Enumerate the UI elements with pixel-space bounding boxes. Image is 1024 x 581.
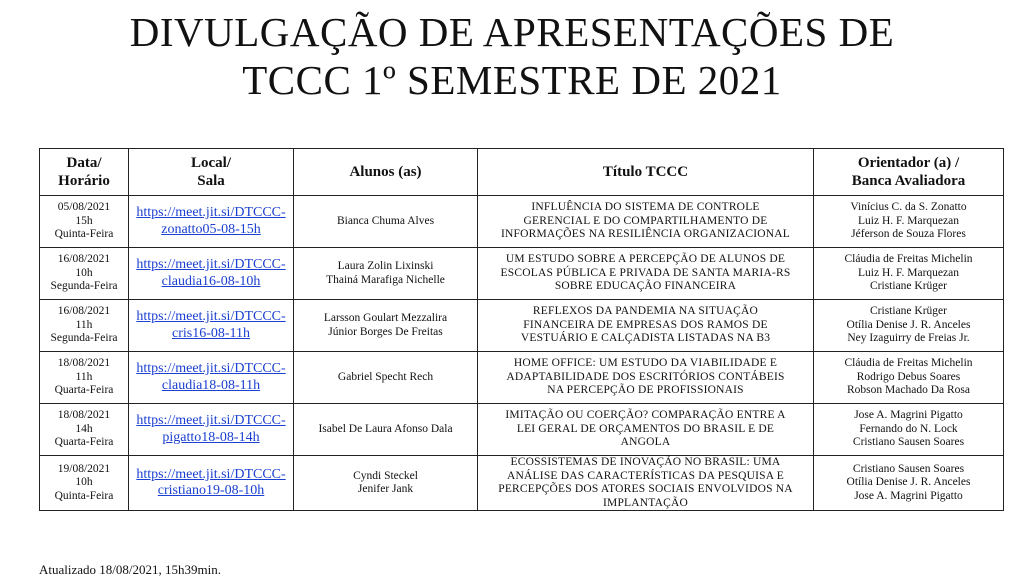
header-students: Alunos (as) (294, 149, 478, 196)
student-name: Isabel De Laura Afonso Dala (318, 422, 453, 435)
examiner-name: Jéferson de Souza Flores (851, 228, 966, 241)
header-thesis-title: Título TCCC (478, 149, 814, 196)
examiner-name: Fernando do N. Lock (859, 422, 958, 435)
date: 16/08/2021 (57, 305, 111, 318)
advisor-name: Cláudia de Freitas Michelin (844, 253, 973, 266)
date: 16/08/2021 (57, 253, 111, 266)
room-cell (129, 196, 294, 248)
examiner-name: Ney Izaguirry de Freias Jr. (847, 332, 970, 345)
advisor-cell (814, 456, 1004, 511)
time: 10h (75, 476, 93, 489)
students-cell (294, 352, 478, 404)
students-cell (294, 456, 478, 511)
student-name: Jenifer Jank (357, 483, 414, 496)
student-name: Laura Zolin Lixinski (337, 259, 434, 272)
date-cell (40, 196, 129, 248)
room-cell (129, 404, 294, 456)
examiner-name: Otília Denise J. R. Anceles (846, 318, 971, 331)
thesis-title-cell: INFLUÊNCIA DO SISTEMA DE CONTROLE GERENCIAL E DO COMPARTILHAMENTO DE INFORMAÇÕES NA RESILIÊNCIA ORGANIZACIONAL (478, 196, 814, 248)
students-cell (294, 300, 478, 352)
date-cell (40, 404, 129, 456)
date-cell (40, 300, 129, 352)
advisor-cell (814, 404, 1004, 456)
student-name: Gabriel Specht Rech (337, 370, 434, 383)
room-cell (129, 248, 294, 300)
meeting-link[interactable]: https://meet.jit.si/DTCCC- pigatto18-08-14h (136, 413, 286, 445)
header-room: Local/ Sala (129, 149, 294, 196)
date: 19/08/2021 (57, 462, 111, 475)
weekday: Quinta-Feira (54, 489, 114, 502)
header-date: Data/ Horário (40, 149, 129, 196)
examiner-name: Luiz H. F. Marquezan (858, 266, 959, 279)
examiner-name: Rodrigo Debus Soares (856, 370, 961, 383)
advisor-cell (814, 300, 1004, 352)
examiner-name: Cristiane Krüger (870, 280, 947, 293)
examiner-name: Jose A. Magrini Pigatto (854, 489, 963, 502)
student-name: Larsson Goulart Mezzalira (323, 311, 448, 324)
meeting-link[interactable]: https://meet.jit.si/DTCCC- cristiano19-08-10h (136, 466, 286, 499)
advisor-name: Cláudia de Freitas Michelin (844, 357, 973, 370)
thesis-title-cell: IMITAÇÃO OU COERÇÃO? COMPARAÇÃO ENTRE A LEI GERAL DE ORÇAMENTOS DO BRASIL E DE ANGOLA (478, 404, 814, 456)
room-cell (129, 352, 294, 404)
table-row (40, 196, 1004, 248)
weekday: Quinta-Feira (54, 228, 114, 241)
student-name: Thainá Marafiga Nichelle (326, 273, 445, 286)
title-line-2: TCCC 1º SEMESTRE DE 2021 (242, 57, 782, 103)
advisor-cell (814, 196, 1004, 248)
time: 14h (75, 422, 93, 435)
table-row (40, 248, 1004, 300)
meeting-link[interactable]: https://meet.jit.si/DTCCC- claudia18-08-11h (136, 361, 286, 393)
meeting-link[interactable]: https://meet.jit.si/DTCCC- claudia16-08-10h (136, 257, 286, 289)
thesis-title-cell: UM ESTUDO SOBRE A PERCEPÇÃO DE ALUNOS DE ESCOLAS PÚBLICA E PRIVADA DE SANTA MARIA-RS SOBRE EDUCAÇÃO FINANCEIRA (478, 248, 814, 300)
updated-note: Atualizado 18/08/2021, 15h39min. (39, 562, 221, 577)
date-cell (40, 456, 129, 511)
schedule-table (39, 148, 1004, 511)
weekday: Quarta-Feira (54, 436, 114, 449)
time: 11h (75, 370, 93, 383)
table-row (40, 352, 1004, 404)
examiner-name: Cristiano Sausen Soares (852, 436, 965, 449)
table-header-row (40, 149, 1004, 196)
time: 15h (75, 214, 93, 227)
examiner-name: Otília Denise J. R. Anceles (846, 476, 971, 489)
students-cell (294, 196, 478, 248)
room-cell (129, 456, 294, 511)
date-cell (40, 352, 129, 404)
examiner-name: Luiz H. F. Marquezan (858, 214, 959, 227)
time: 11h (75, 318, 93, 331)
weekday: Quarta-Feira (54, 384, 114, 397)
student-name: Júnior Borges De Freitas (328, 325, 443, 338)
room-cell (129, 300, 294, 352)
students-cell (294, 404, 478, 456)
thesis-title-cell: REFLEXOS DA PANDEMIA NA SITUAÇÃO FINANCEIRA DE EMPRESAS DOS RAMOS DE VESTUÁRIO E CALÇADISTA LISTADAS NA B3 (478, 300, 814, 352)
advisor-name: Cristiano Sausen Soares (852, 462, 965, 475)
date: 05/08/2021 (57, 201, 111, 214)
date: 18/08/2021 (57, 357, 111, 370)
thesis-title-cell: HOME OFFICE: UM ESTUDO DA VIABILIDADE E ADAPTABILIDADE DOS ESCRITÓRIOS CONTÁBEIS NA PERCEPÇÃO DE PROFISSIONAIS (478, 352, 814, 404)
student-name: Bianca Chuma Alves (336, 214, 435, 227)
advisor-cell (814, 352, 1004, 404)
meeting-link[interactable]: https://meet.jit.si/DTCCC- cris16-08-11h (136, 309, 286, 341)
advisor-cell (814, 248, 1004, 300)
date-cell (40, 248, 129, 300)
weekday: Segunda-Feira (50, 280, 118, 293)
advisor-name: Cristiane Krüger (870, 305, 947, 318)
header-advisor: Orientador (a) / Banca Avaliadora (814, 149, 1004, 196)
advisor-name: Jose A. Magrini Pigatto (854, 409, 963, 422)
table-row (40, 456, 1004, 511)
time: 10h (75, 266, 93, 279)
examiner-name: Robson Machado Da Rosa (847, 384, 970, 397)
students-cell (294, 248, 478, 300)
title-line-1: DIVULGAÇÃO DE APRESENTAÇÕES DE (129, 9, 895, 55)
meeting-link[interactable]: https://meet.jit.si/DTCCC- zonatto05-08-15h (136, 205, 286, 237)
page-title (0, 8, 1024, 104)
table-row (40, 404, 1004, 456)
advisor-name: Vinícius C. da S. Zonatto (850, 201, 967, 214)
date: 18/08/2021 (57, 409, 111, 422)
student-name: Cyndi Steckel (353, 469, 418, 482)
table-row (40, 300, 1004, 352)
weekday: Segunda-Feira (50, 332, 118, 345)
thesis-title-cell: ECOSSISTEMAS DE INOVAÇÃO NO BRASIL: UMA ANÁLISE DAS CARACTERÍSTICAS DA PESQUISA E PERCEPÇÕES DOS ATORES SOCIAIS ENVOLVIDOS NA IMPLANTAÇÃO (478, 456, 814, 511)
